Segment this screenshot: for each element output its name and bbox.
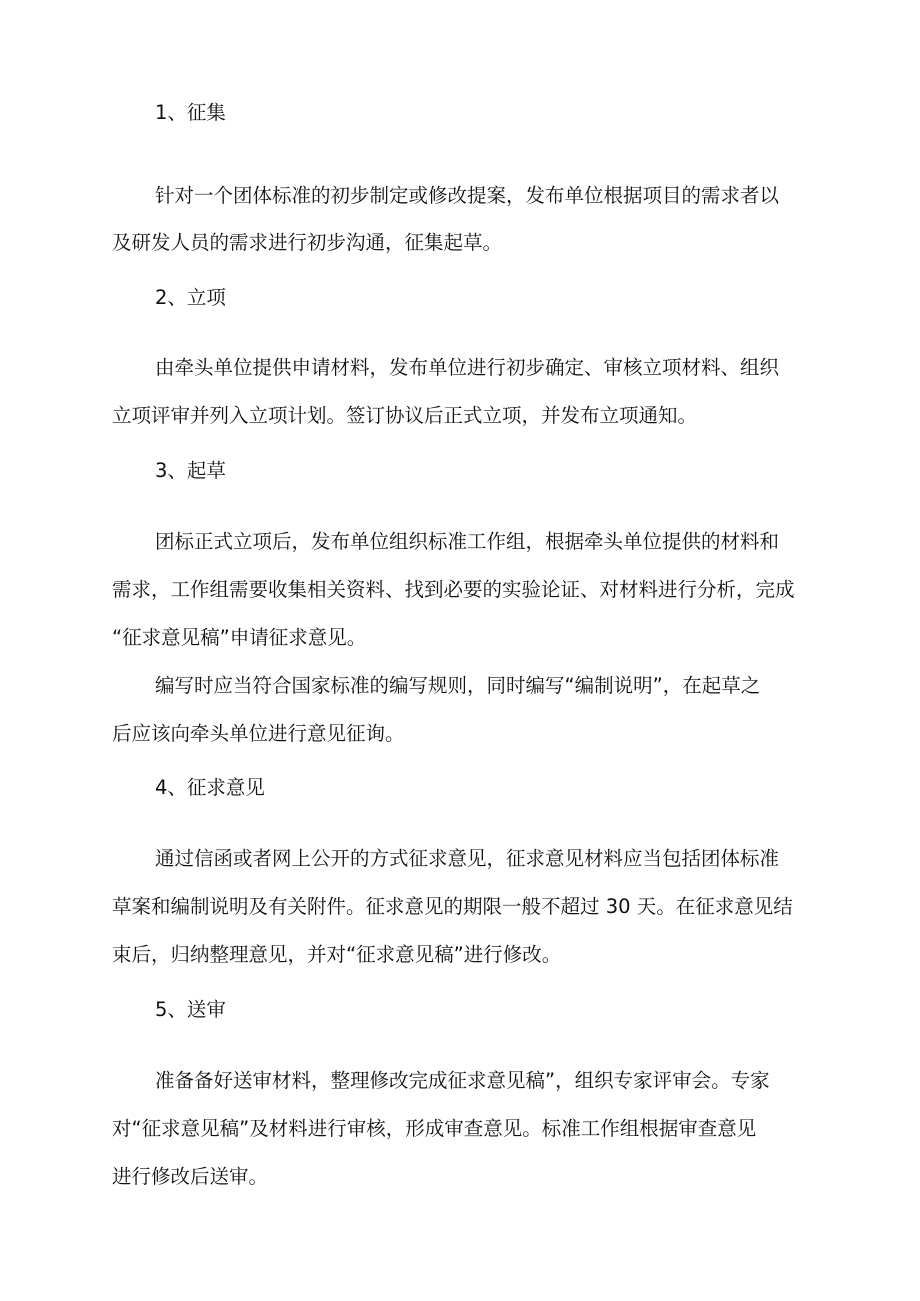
- section-heading-3: 3、起草: [155, 459, 226, 482]
- paragraph-line: 及研发人员的需求进行初步沟通，征集起草。: [112, 231, 503, 254]
- paragraph-line: 由牵头单位提供申请材料，发布单位进行初步确定、审核立项材料、组织: [155, 356, 780, 379]
- paragraph-line: 草案和编制说明及有关附件。征求意见的期限一般不超过 30 天。在征求意见结: [112, 895, 793, 918]
- paragraph-line: 通过信函或者网上公开的方式征求意见，征求意见材料应当包括团体标准: [155, 847, 780, 870]
- paragraph-line: 束后，归纳整理意见，并对“征求意见稿”进行修改。: [112, 943, 562, 966]
- paragraph-line: 需求，工作组需要收集相关资料、找到必要的实验论证、对材料进行分析，完成: [112, 578, 795, 601]
- paragraph-line: 后应该向牵头单位进行意见征询。: [112, 722, 405, 745]
- section-heading-1: 1、征集: [155, 101, 226, 124]
- section-heading-5: 5、送审: [155, 998, 226, 1021]
- section-heading-4: 4、征求意见: [155, 776, 265, 799]
- paragraph-line: 对“征求意见稿”及材料进行审核，形成审查意见。标准工作组根据审查意见: [112, 1117, 757, 1140]
- paragraph-line: “征求意见稿”申请征求意见。: [112, 626, 367, 649]
- paragraph-line: 针对一个团体标准的初步制定或修改提案，发布单位根据项目的需求者以: [155, 184, 780, 207]
- paragraph-line: 进行修改后送审。: [112, 1165, 269, 1188]
- paragraph-line: 团标正式立项后，发布单位组织标准工作组，根据牵头单位提供的材料和: [155, 530, 780, 553]
- paragraph-line: 编写时应当符合国家标准的编写规则，同时编写“编制说明”，在起草之: [155, 674, 761, 697]
- paragraph-line: 立项评审并列入立项计划。签订协议后正式立项，并发布立项通知。: [112, 404, 698, 427]
- section-heading-2: 2、立项: [155, 286, 226, 309]
- paragraph-line: 准备备好送审材料，整理修改完成征求意见稿”，组织专家评审会。专家: [155, 1069, 770, 1092]
